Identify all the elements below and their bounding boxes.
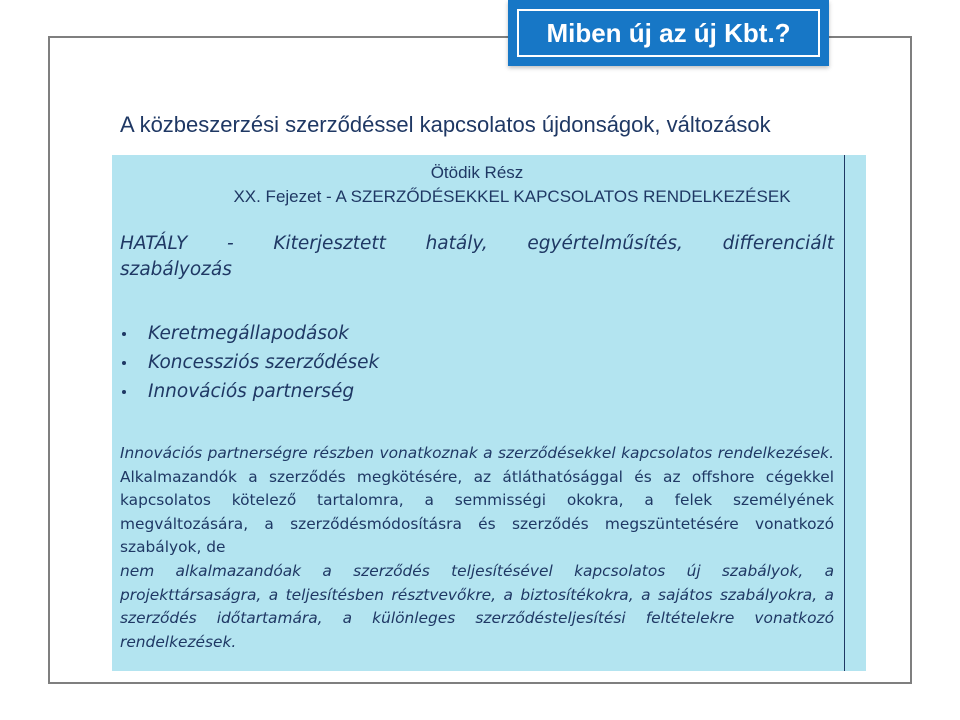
list-item-label: Koncessziós szerződések [148, 352, 380, 373]
scope-word: HATÁLY [120, 233, 188, 254]
body-text [120, 442, 834, 654]
bullet-icon [122, 332, 126, 336]
bullet-list [120, 319, 834, 406]
list-item-label: Innovációs partnerség [148, 381, 355, 402]
slide-subtitle: A közbeszerzési szerződéssel kapcsolatos újdonságok, változások [120, 112, 771, 137]
slide-title-box [508, 0, 829, 66]
scope-word: differenciált [722, 233, 834, 254]
scope-heading [120, 231, 834, 283]
bullet-icon [122, 390, 126, 394]
scope-heading-line [120, 231, 834, 257]
scope-word: hatály, [425, 233, 488, 254]
scope-word: egyértelműsítés, [527, 233, 683, 254]
list-item [120, 377, 834, 406]
chapter-heading: XX. Fejezet - A SZERZŐDÉSEKKEL KAPCSOLATOS RENDELKEZÉSEK [233, 187, 791, 206]
body-paragraph-2: nem alkalmazandóak a szerződés teljesítésével kapcsolatos új szabályok, a projekttársaságra, a teljesítésben résztvevőkre, a biztosítékokra, a sajátos szabályokra, a szerződés időtartamára, a különleges szerződésteljesítési feltételekre vonatkozó rendelkezések. [120, 561, 834, 651]
bullet-icon [122, 361, 126, 365]
body-paragraph-1 [120, 442, 834, 560]
scope-word: - [227, 233, 234, 254]
content-side-strip [844, 155, 866, 671]
list-item [120, 319, 834, 348]
scope-heading-line-2: szabályozás [120, 259, 232, 280]
body-paragraph-1-rest: Alkalmazandók a szerződés megkötésére, az átláthatósággal és az offshore cégekkel kapcsolatos kötelező tartalomra, a semmisségi okokra, a felek személyének megváltozására, a szerződésmódosításra és szerződés megszüntetésére vonatkozó szabályok, de [120, 467, 834, 557]
slide-title: Miben új az új Kbt.? [546, 17, 791, 48]
list-item-label: Keretmegállapodások [148, 323, 350, 344]
part-heading: Ötödik Rész [430, 163, 524, 182]
slide-title-inner-border [517, 9, 820, 57]
body-paragraph-1-intro: Innovációs partnerségre részben vonatkoznak a szerződésekkel kapcsolatos rendelkezések. [120, 444, 834, 462]
scope-word: Kiterjesztett [273, 233, 386, 254]
list-item [120, 348, 834, 377]
content-box [112, 155, 844, 671]
